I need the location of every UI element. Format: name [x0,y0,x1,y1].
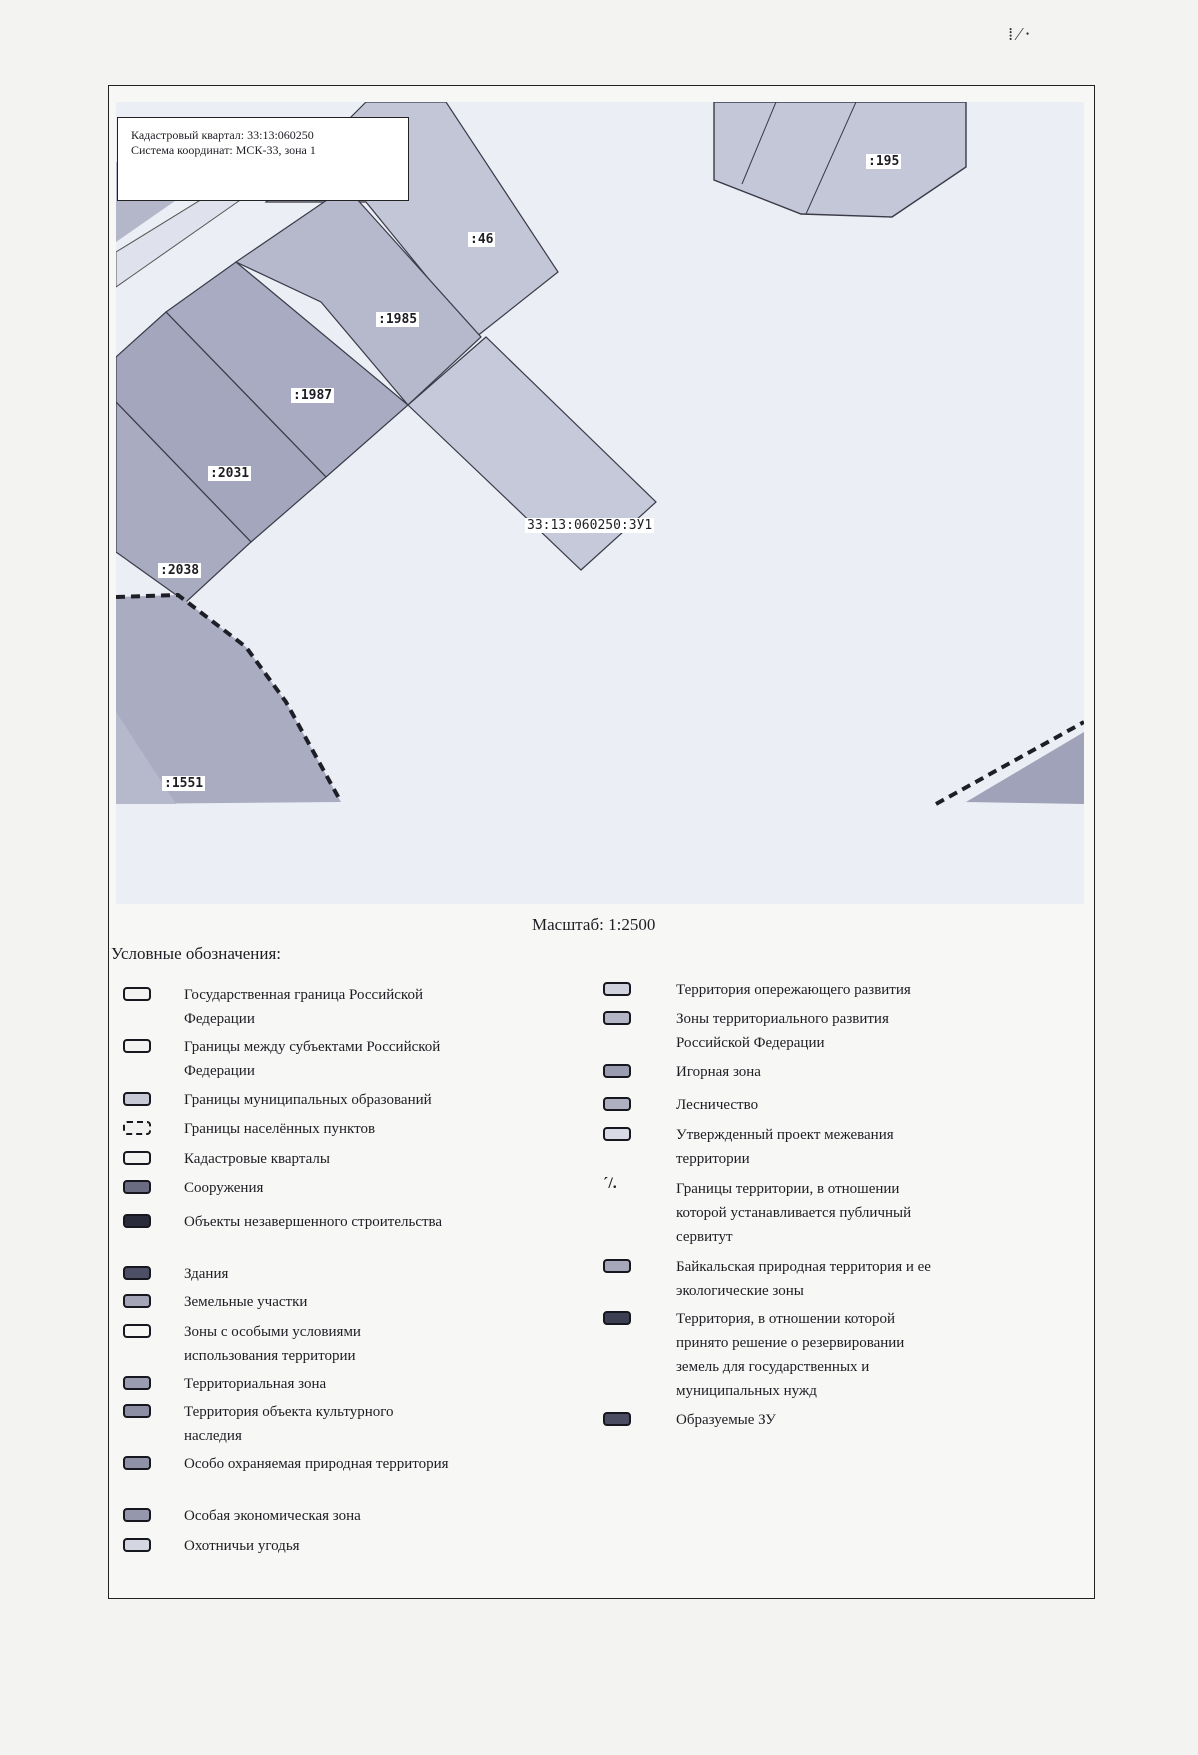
hunting-grounds-icon [123,1538,151,1552]
advanced-development-icon [603,982,631,996]
structures-icon [123,1180,151,1194]
legend-label: Границы между субъектами Российской Федерации [184,1039,441,1079]
forestry-icon [603,1097,631,1111]
gambling-zone-icon [603,1064,631,1078]
legend-label: Лесничество [676,1097,759,1113]
legend-label: Границы населённых пунктов [184,1121,376,1137]
survey-project-icon [603,1127,631,1141]
new-parcels-icon [603,1412,631,1426]
reserved-land-icon [603,1311,631,1325]
map-info-box [117,117,409,201]
settlement-border-icon [123,1121,151,1135]
land-plots-icon [123,1294,151,1308]
legend-title: Условные обозначения: [111,944,282,963]
baikal-territory-icon [603,1259,631,1273]
legend-label: Территория опережающего развития [676,982,911,998]
subject-border-icon [123,1039,151,1053]
unfinished-construction-icon [123,1214,151,1228]
parcel-label-zu1: 33:13:060250:ЗУ1 [527,518,653,533]
cultural-heritage-icon [123,1404,151,1418]
legend-label: Территориальная зона [184,1376,327,1392]
legend-label: Игорная зона [676,1064,761,1080]
parcel-label-2038: :2038 [160,563,200,578]
legend-label: Земельные участки [184,1294,308,1310]
parcel-label-2031: :2031 [210,466,250,481]
cadastral-map [116,102,1084,904]
map-scale: Масштаб: 1:2500 [532,915,656,934]
legend-label: Здания [184,1266,229,1282]
state-border-icon [123,987,151,1001]
map-canvas [116,102,1084,904]
legend-label: Территория, в отношении которой принято решение о резервировании земель для государственных и муниципальных нужд [676,1311,905,1399]
parcel-label-46: :46 [470,232,494,247]
economic-zone-icon [123,1508,151,1522]
legend-label: Байкальская природная территория и ее экологические зоны [676,1259,931,1299]
parcel-label-1985: :1985 [378,312,418,327]
legend-label: Границы муниципальных образований [184,1092,432,1108]
legend-label: Утвержденный проект межевания территории [676,1127,894,1167]
protected-nature-icon [123,1456,151,1470]
buildings-icon [123,1266,151,1280]
legend-label: Охотничьи угодья [184,1538,300,1554]
legend-label: Границы территории, в отношении которой устанавливается публичный сервитут [676,1181,912,1245]
legend-label: Особая экономическая зона [184,1508,361,1524]
parcel-label-1551: :1551 [164,776,204,791]
legend-label: Объекты незавершенного строительства [184,1214,443,1230]
cadastral-quarter-icon [123,1151,151,1165]
coordinate-system-text: Система координат: МСК-33, зона 1 [131,143,316,157]
legend-label: Зоны с особыми условиями использования территории [184,1324,361,1364]
servitude-border-icon: ˊ/. [603,1175,617,1192]
legend-label: Территория объекта культурного наследия [184,1404,394,1444]
legend-label: Государственная граница Российской Федерации [184,987,423,1027]
legend-label: Особо охраняемая природная территория [184,1456,449,1472]
pen-marks: ⁞ ⁄ ⸱ [1008,24,1030,44]
cadastral-quarter-text: Кадастровый квартал: 33:13:060250 [131,128,314,142]
legend-label: Кадастровые кварталы [184,1151,330,1167]
special-zones-icon [123,1324,151,1338]
parcel-label-195: :195 [868,154,900,169]
parcel-label-1987: :1987 [293,388,333,403]
legend-label: Зоны территориального развития Российской Федерации [676,1011,889,1051]
legend-label: Образуемые ЗУ [676,1412,776,1428]
legend-label: Сооружения [184,1180,264,1196]
territorial-zone-icon [123,1376,151,1390]
municipal-border-icon [123,1092,151,1106]
development-zones-icon [603,1011,631,1025]
